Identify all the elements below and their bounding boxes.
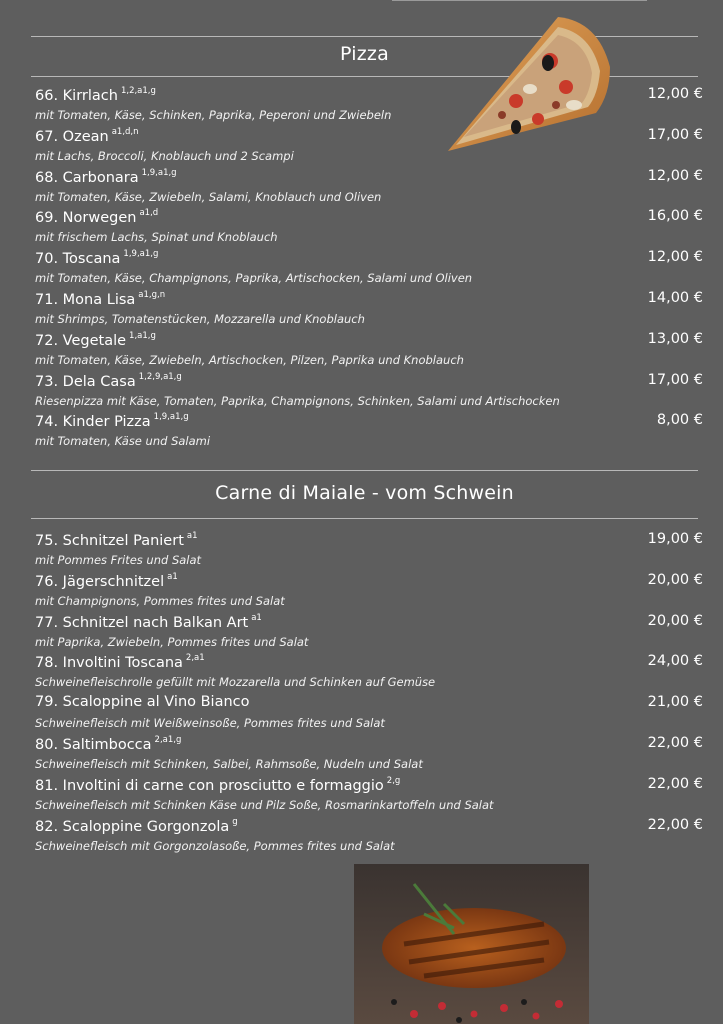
menu-item: [35, 331, 703, 372]
menu-item-price: 20,00 €: [647, 571, 703, 588]
menu-item-description: mit Lachs, Broccoli, Knoblauch und 2 Scampi: [35, 148, 294, 163]
menu-item: [35, 817, 703, 858]
menu-item-description: mit frischem Lachs, Spinat und Knoblauch: [35, 230, 278, 245]
menu-item-title: 81. Involtini di carne con prosciutto e formaggio: [35, 777, 384, 794]
menu-item-price: 19,00 €: [647, 531, 703, 547]
menu-item-name: [35, 127, 139, 145]
menu-item-price: 17,00 €: [647, 371, 703, 388]
menu-item-title: 74. Kinder Pizza: [35, 414, 151, 431]
menu-item-price: 17,00 €: [647, 126, 703, 143]
menu-item-name: [35, 168, 177, 186]
menu-item-name: [35, 531, 198, 549]
menu-item: [35, 168, 703, 209]
allergen-codes: 1,9,a1,g: [153, 412, 189, 423]
allergen-codes: 2,g: [386, 775, 401, 786]
menu-item-title: 70. Toscana: [35, 251, 121, 268]
menu-item-description: mit Shrimps, Tomatenstücken, Mozzarella und Knoblauch: [35, 311, 365, 326]
menu-item-name: [35, 817, 238, 835]
allergen-codes: 2,a1: [185, 653, 205, 664]
menu-item-price: 16,00 €: [647, 208, 703, 225]
menu-item-name: [35, 372, 182, 390]
menu-item-description: Schweinefleisch mit Schinken Käse und Pilz Soße, Rosmarinkartoffeln und Salat: [35, 797, 494, 812]
menu-item-price: 12,00 €: [647, 167, 703, 184]
menu-item-name: [35, 572, 178, 590]
menu-item: [35, 290, 703, 331]
menu-item-name: [35, 290, 165, 308]
menu-item-title: 77. Schnitzel nach Balkan Art: [35, 614, 249, 631]
menu-item-title: 76. Jägerschnitzel: [35, 573, 165, 590]
menu-item-title: 66. Kirrlach: [35, 88, 118, 104]
menu-item-title: 82. Scaloppine Gorgonzola: [35, 818, 230, 835]
menu-item: [35, 372, 703, 413]
allergen-codes: a1,g,n: [138, 289, 166, 300]
menu-item-description: mit Tomaten, Käse, Schinken, Paprika, Peperoni und Zwiebeln: [35, 108, 392, 122]
menu-item-description: mit Champignons, Pommes frites und Salat: [35, 593, 285, 608]
menu-item-name: [35, 735, 181, 753]
allergen-codes: 1,2,a1,g: [120, 86, 156, 96]
menu-item: [35, 735, 703, 776]
menu-item-title: 78. Involtini Toscana: [35, 655, 183, 672]
pork-header-rule: [31, 518, 698, 519]
section-title-pizza: Pizza: [340, 43, 389, 65]
allergen-codes: 1,9,a1,g: [141, 167, 177, 178]
menu-item-description: Schweinefleisch mit Gorgonzolasoße, Pommes frites und Salat: [35, 838, 395, 853]
menu-item-name: [35, 694, 250, 710]
menu-item-price: 14,00 €: [647, 289, 703, 306]
menu-item-price: 13,00 €: [647, 330, 703, 347]
menu-item-name: [35, 653, 205, 671]
allergen-codes: 1,a1,g: [129, 330, 156, 341]
allergen-codes: a1,d,n: [111, 126, 139, 137]
menu-item-description: mit Tomaten, Käse und Salami: [35, 434, 211, 449]
top-divider: [392, 0, 647, 1]
menu-item-title: 68. Carbonara: [35, 169, 139, 186]
menu-item-title: 79. Scaloppine al Vino Bianco: [35, 694, 250, 711]
menu-item-title: 72. Vegetale: [35, 332, 127, 349]
menu-item-description: mit Tomaten, Käse, Champignons, Paprika, Artischocken, Salami und Oliven: [35, 271, 473, 286]
menu-item-title: 75. Schnitzel Paniert: [35, 533, 184, 549]
allergen-codes: g: [232, 816, 238, 827]
pork-menu-list: [35, 531, 703, 857]
menu-item-price: 8,00 €: [656, 412, 703, 429]
allergen-codes: a1: [251, 612, 262, 623]
menu-item-title: 71. Mona Lisa: [35, 291, 136, 308]
menu-item-price: 12,00 €: [647, 86, 703, 102]
menu-item-description: mit Tomaten, Käse, Zwiebeln, Salami, Knoblauch und Oliven: [35, 189, 382, 204]
menu-item-price: 22,00 €: [647, 775, 703, 792]
menu-item-price: 24,00 €: [647, 653, 703, 670]
menu-item-name: [35, 613, 262, 631]
menu-item-title: 80. Saltimbocca: [35, 736, 152, 753]
menu-item-description: mit Paprika, Zwiebeln, Pommes frites und Salat: [35, 634, 309, 649]
menu-item-name: [35, 249, 158, 267]
steak-image: [354, 864, 589, 1024]
allergen-codes: 1,9,a1,g: [123, 249, 159, 260]
allergen-codes: 2,a1,g: [154, 734, 182, 745]
menu-item-name: [35, 776, 400, 794]
menu-item-price: 21,00 €: [647, 694, 703, 711]
menu-item: [35, 531, 703, 572]
menu-item: [35, 208, 703, 249]
menu-item-description: Riesenpizza mit Käse, Tomaten, Paprika, Champignons, Schinken, Salami und Artischocken: [35, 393, 560, 408]
menu-item-price: 22,00 €: [647, 816, 703, 833]
menu-item-description: mit Pommes Frites und Salat: [35, 553, 202, 567]
menu-item-description: Schweinefleisch mit Weißweinsoße, Pommes frites und Salat: [35, 716, 385, 731]
menu-item: [35, 776, 703, 817]
menu-item-description: mit Tomaten, Käse, Zwiebeln, Artischocken, Pilzen, Paprika und Knoblauch: [35, 352, 464, 367]
menu-item: [35, 572, 703, 613]
menu-item-title: 73. Dela Casa: [35, 373, 136, 390]
menu-item: [35, 249, 703, 290]
allergen-codes: a1: [167, 571, 178, 582]
allergen-codes: 1,2,9,a1,g: [138, 371, 182, 382]
menu-item-name: [35, 412, 189, 430]
menu-item-name: [35, 86, 156, 104]
menu-item-name: [35, 331, 156, 349]
menu-item-price: 22,00 €: [647, 734, 703, 751]
menu-item-description: Schweinefleischrolle gefüllt mit Mozzarella und Schinken auf Gemüse: [35, 675, 436, 690]
menu-item-name: [35, 208, 158, 226]
pizza-slice-image: [446, 15, 612, 155]
section-title-pork: Carne di Maiale - vom Schwein: [215, 482, 514, 504]
menu-item: [35, 653, 703, 694]
menu-item: [35, 694, 703, 735]
pork-top-rule: [31, 470, 698, 471]
menu-item: [35, 412, 703, 453]
menu-item-title: 69. Norwegen: [35, 210, 137, 227]
menu-item-price: 20,00 €: [647, 612, 703, 629]
allergen-codes: a1,d: [139, 208, 159, 219]
menu-item-title: 67. Ozean: [35, 128, 109, 145]
menu-item-description: Schweinefleisch mit Schinken, Salbei, Rahmsoße, Nudeln und Salat: [35, 756, 423, 771]
allergen-codes: a1: [186, 531, 198, 541]
menu-item-price: 12,00 €: [647, 249, 703, 266]
menu-item: [35, 613, 703, 654]
